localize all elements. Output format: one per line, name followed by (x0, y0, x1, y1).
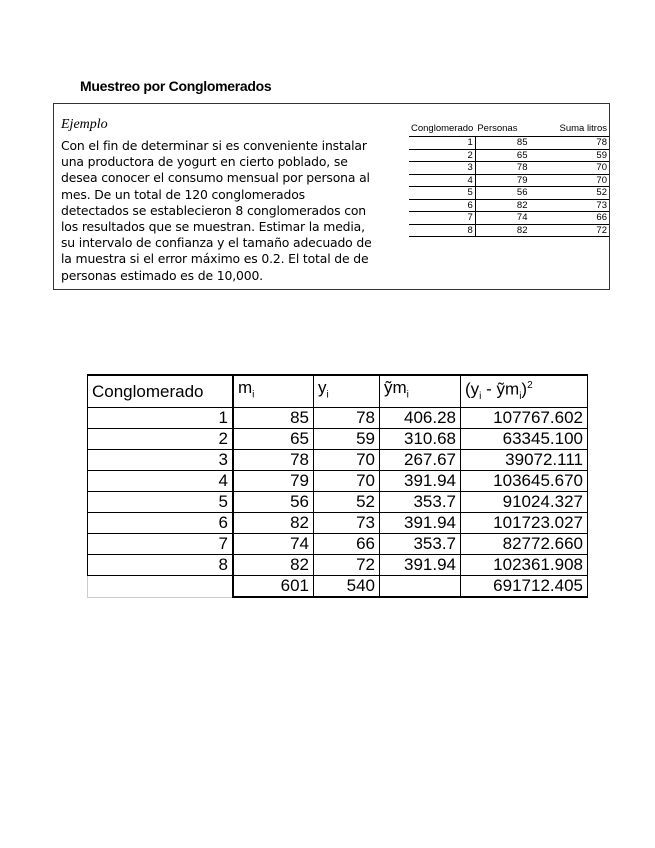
example-line: la muestra si el error máximo es 0.2. El total de de (61, 251, 369, 267)
table-row (409, 212, 609, 225)
header-sq-close: ) (521, 379, 528, 399)
example-box (53, 103, 610, 290)
table-cell: 1 (409, 137, 475, 150)
example-line: mes. De un total de 120 conglomerados (61, 186, 305, 202)
table-row (409, 149, 609, 162)
table-cell: 66 (314, 534, 380, 555)
table-cell: 85 (475, 137, 539, 150)
table-cell: 82 (233, 513, 314, 534)
table-cell: 353.7 (380, 492, 461, 513)
table-cell: 59 (539, 149, 609, 162)
table-cell: 2 (409, 149, 475, 162)
total-cell: 601 (233, 576, 314, 598)
table-cell: 3 (409, 162, 475, 175)
page-title: Muestreo por Conglomerados (80, 78, 272, 94)
totals-row (88, 576, 588, 598)
table-row (409, 174, 609, 187)
example-line: personas estimado es de 10,000. (61, 267, 263, 283)
header-sq-sup: 2 (527, 380, 533, 391)
table-cell: 5 (88, 492, 234, 513)
example-line: una productora de yogurt en cierto poblado, se (61, 154, 348, 170)
header-yi-base: y (318, 377, 327, 397)
table-cell: 52 (314, 492, 380, 513)
header-ymi-sub: i (406, 389, 409, 401)
header-sq-sub2: i (519, 391, 522, 403)
example-label: Ejemplo (61, 117, 108, 132)
big-table-body (88, 408, 588, 598)
table-cell: 78 (233, 450, 314, 471)
table-cell: 82 (475, 224, 539, 237)
table-cell: 70 (539, 162, 609, 175)
table-cell: 74 (233, 534, 314, 555)
table-header-row (88, 375, 588, 408)
col-header-mi (233, 375, 314, 408)
total-cell (88, 576, 234, 598)
col-header-suma-litros: Suma litros (539, 121, 609, 137)
table-cell: 39072.111 (461, 450, 588, 471)
table-cell: 70 (314, 450, 380, 471)
col-header-conglomerado: Conglomerado (409, 121, 475, 137)
table-cell: 74 (475, 212, 539, 225)
table-row (409, 224, 609, 237)
example-line: detectados se establecieron 8 conglomerados con (61, 202, 366, 218)
table-cell: 72 (539, 224, 609, 237)
table-cell: 406.28 (380, 408, 461, 429)
table-cell: 353.7 (380, 534, 461, 555)
table-cell: 73 (314, 513, 380, 534)
table-cell: 73 (539, 199, 609, 212)
table-cell: 66 (539, 212, 609, 225)
col-header-squared-diff (461, 375, 588, 408)
col-header-ymi (380, 375, 461, 408)
table-cell: 7 (409, 212, 475, 225)
header-yi-sub: i (326, 389, 329, 401)
col-header-personas: Personas (475, 121, 539, 137)
table-cell: 107767.602 (461, 408, 588, 429)
header-mi-sub: i (252, 389, 255, 401)
table-cell: 59 (314, 429, 380, 450)
table-cell: 79 (233, 471, 314, 492)
table-row (88, 471, 588, 492)
header-sq-open: (y (465, 379, 480, 399)
example-line: su intervalo de confianza y el tamaño adecuado de (61, 235, 372, 251)
example-text (61, 138, 401, 284)
table-cell: 79 (475, 174, 539, 187)
table-cell: 310.68 (380, 429, 461, 450)
data-table-small (409, 121, 609, 237)
table-row (88, 492, 588, 513)
table-cell: 85 (233, 408, 314, 429)
table-cell: 8 (409, 224, 475, 237)
small-table-body (409, 137, 609, 237)
table-cell: 82 (233, 555, 314, 576)
total-cell: 691712.405 (461, 576, 588, 598)
table-cell: 78 (475, 162, 539, 175)
example-line: Con el fin de determinar si es conveniente instalar (61, 138, 367, 153)
table-cell: 6 (409, 199, 475, 212)
table-row (88, 429, 588, 450)
example-line: los resultados que se muestran. Estimar la media, (61, 219, 365, 235)
table-cell: 78 (539, 137, 609, 150)
col-header-conglomerado: Conglomerado (88, 375, 234, 408)
table-cell: 101723.027 (461, 513, 588, 534)
table-cell: 56 (475, 187, 539, 200)
table-row (88, 555, 588, 576)
table-cell: 6 (88, 513, 234, 534)
table-header-row (409, 121, 609, 137)
table-cell: 391.94 (380, 513, 461, 534)
total-cell: 540 (314, 576, 380, 598)
table-cell: 78 (314, 408, 380, 429)
table-cell: 4 (409, 174, 475, 187)
table-cell: 1 (88, 408, 234, 429)
data-table-computed (87, 374, 588, 598)
table-cell: 103645.670 (461, 471, 588, 492)
table-cell: 391.94 (380, 555, 461, 576)
header-sq-mid: - ỹm (481, 379, 520, 399)
table-cell: 102361.908 (461, 555, 588, 576)
table-cell: 82 (475, 199, 539, 212)
table-cell: 391.94 (380, 471, 461, 492)
table-row (88, 513, 588, 534)
table-cell: 70 (314, 471, 380, 492)
col-header-yi (314, 375, 380, 408)
table-cell: 82772.660 (461, 534, 588, 555)
table-cell: 5 (409, 187, 475, 200)
table-cell: 63345.100 (461, 429, 588, 450)
table-cell: 72 (314, 555, 380, 576)
table-row (88, 450, 588, 471)
table-cell: 4 (88, 471, 234, 492)
example-line: desea conocer el consumo mensual por persona al (61, 170, 370, 186)
header-mi-base: m (238, 377, 253, 397)
table-cell: 3 (88, 450, 234, 471)
table-cell: 8 (88, 555, 234, 576)
total-cell (380, 576, 461, 598)
table-cell: 91024.327 (461, 492, 588, 513)
table-cell: 56 (233, 492, 314, 513)
table-row (88, 534, 588, 555)
table-row (409, 137, 609, 150)
table-cell: 267.67 (380, 450, 461, 471)
table-cell: 65 (475, 149, 539, 162)
table-cell: 70 (539, 174, 609, 187)
table-row (88, 408, 588, 429)
header-sq-sub1: i (479, 391, 482, 403)
table-row (409, 199, 609, 212)
table-row (409, 162, 609, 175)
table-cell: 7 (88, 534, 234, 555)
header-ymi-base: ỹm (384, 377, 407, 397)
table-cell: 65 (233, 429, 314, 450)
table-cell: 52 (539, 187, 609, 200)
table-cell: 2 (88, 429, 234, 450)
table-row (409, 187, 609, 200)
